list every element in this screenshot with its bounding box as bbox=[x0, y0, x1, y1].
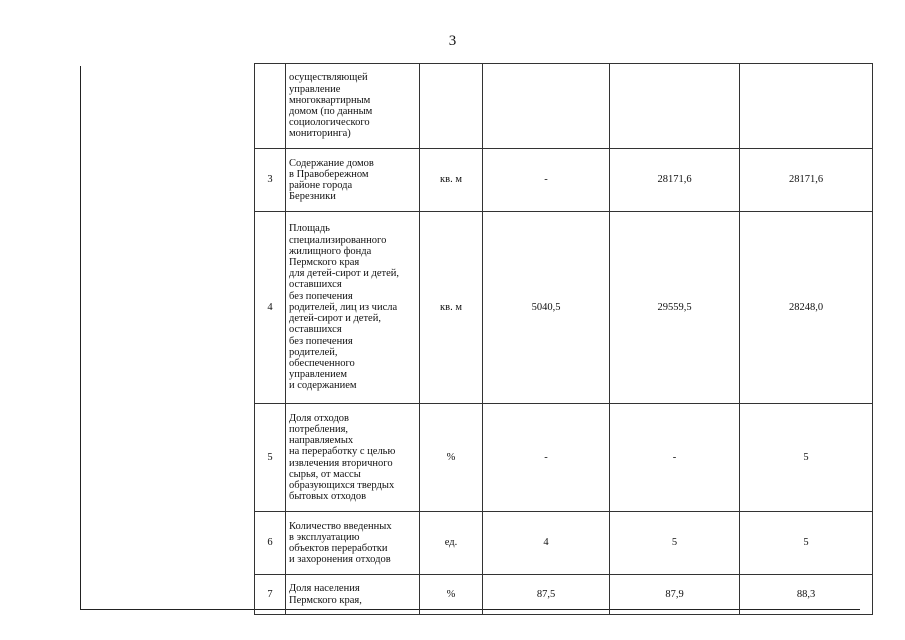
value-cell-2 bbox=[610, 64, 740, 149]
value-cell-1: 87,5 bbox=[483, 575, 610, 615]
table-row bbox=[255, 149, 873, 212]
value-cell-3: 5 bbox=[740, 404, 873, 512]
value-cell-2: 28171,6 bbox=[610, 149, 740, 212]
unit-cell: кв. м bbox=[420, 212, 483, 404]
table-row bbox=[255, 575, 873, 615]
indicator-name: Доля населения Пермского края, bbox=[286, 575, 420, 615]
indicator-name: Количество введенных в эксплуатацию объектов переработки и захоронения отходов bbox=[286, 512, 420, 575]
indicators-table bbox=[254, 63, 873, 615]
value-cell-2: 87,9 bbox=[610, 575, 740, 615]
value-cell-3: 88,3 bbox=[740, 575, 873, 615]
row-number bbox=[255, 64, 286, 149]
value-cell-1 bbox=[483, 64, 610, 149]
row-number: 4 bbox=[255, 212, 286, 404]
indicator-name: Доля отходов потребления, направляемых на переработку с целью извлечения вторичного сырья, от массы образующихся твердых бытовых отходов bbox=[286, 404, 420, 512]
unit-cell: кв. м bbox=[420, 149, 483, 212]
unit-cell bbox=[420, 64, 483, 149]
row-number: 5 bbox=[255, 404, 286, 512]
value-cell-2: - bbox=[610, 404, 740, 512]
value-cell-3: 5 bbox=[740, 512, 873, 575]
value-cell-1: 5040,5 bbox=[483, 212, 610, 404]
outer-left-border bbox=[80, 66, 81, 610]
table-row bbox=[255, 212, 873, 404]
value-cell-3: 28248,0 bbox=[740, 212, 873, 404]
indicator-name: Площадь специализированного жилищного фонда Пермского края для детей-сирот и детей, оставшихся без попечения родителей, лиц из числа детей-сирот и детей, оставшихся без попечения родителей, обеспеченного управлением и содержанием bbox=[286, 212, 420, 404]
unit-cell: % bbox=[420, 404, 483, 512]
value-cell-3 bbox=[740, 64, 873, 149]
row-number: 6 bbox=[255, 512, 286, 575]
value-cell-1: - bbox=[483, 149, 610, 212]
row-number: 7 bbox=[255, 575, 286, 615]
table-row bbox=[255, 64, 873, 149]
table-row bbox=[255, 512, 873, 575]
indicator-name: осуществляющей управление многоквартирным домом (по данным социологического мониторинга) bbox=[286, 64, 420, 149]
unit-cell: ед. bbox=[420, 512, 483, 575]
value-cell-2: 5 bbox=[610, 512, 740, 575]
row-number: 3 bbox=[255, 149, 286, 212]
unit-cell: % bbox=[420, 575, 483, 615]
value-cell-2: 29559,5 bbox=[610, 212, 740, 404]
page-number: 3 bbox=[448, 33, 457, 49]
table-row bbox=[255, 404, 873, 512]
indicator-name: Содержание домов в Правобережном районе города Березники bbox=[286, 149, 420, 212]
value-cell-1: - bbox=[483, 404, 610, 512]
value-cell-3: 28171,6 bbox=[740, 149, 873, 212]
value-cell-1: 4 bbox=[483, 512, 610, 575]
